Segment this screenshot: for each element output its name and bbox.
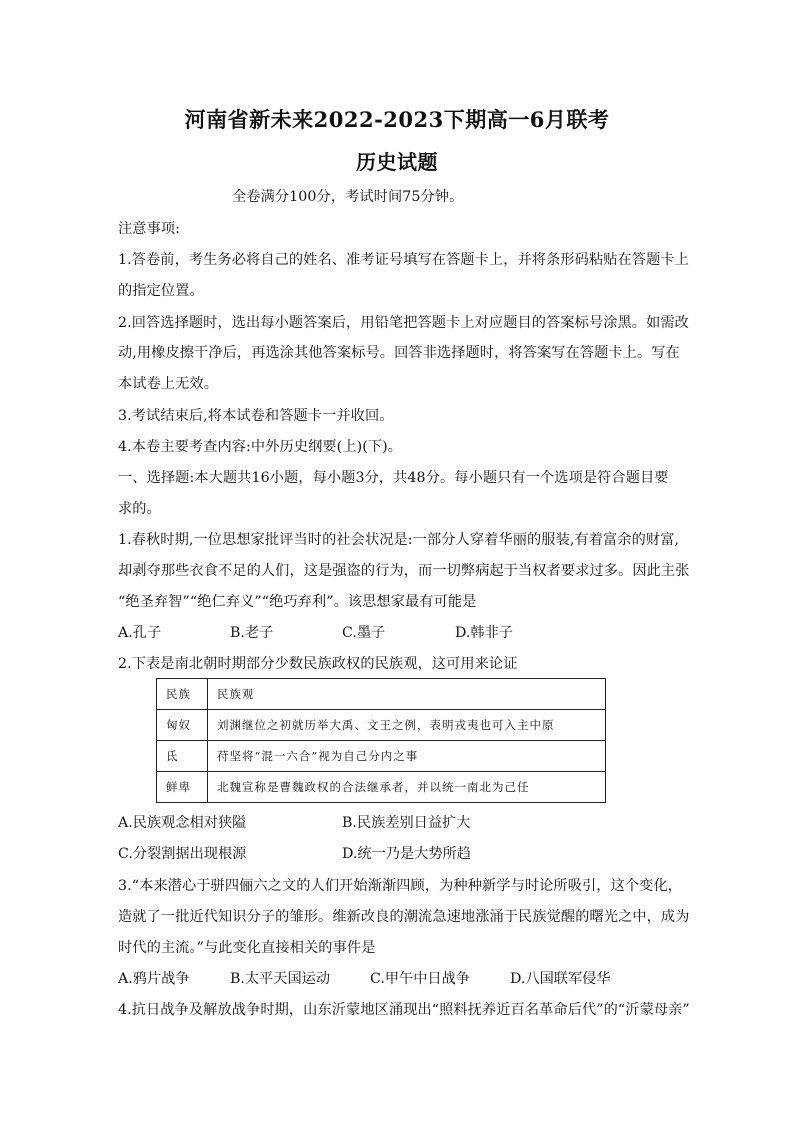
notice-line: 1.答卷前，考生务必将自己的姓名、准考证号填写在答题卡上，并将条形码粘贴在答题卡上 xyxy=(118,252,689,268)
option-c: C.墨子 xyxy=(342,625,386,641)
option-c: C.甲午中日战争 xyxy=(370,971,470,987)
notice-line: 的指定位置。 xyxy=(118,283,204,299)
question-2-stem: 2.下表是南北朝时期部分少数民族政权的民族观，这可用来论证 xyxy=(118,656,518,672)
table-cell: 北魏宣称是曹魏政权的合法继承者，并以统一南北为己任 xyxy=(208,772,606,803)
question-4-stem: 4.抗日战争及解放战争时期，山东沂蒙地区涌现出“照料抚养近百名革命后代”的“沂蒙母亲” xyxy=(118,1002,690,1018)
notice-line: 动,用橡皮擦干净后，再选涂其他答案标号。回答非选择题时，将答案写在答题卡上。写在 xyxy=(118,345,680,361)
exam-title: 河南省新未来2022-2023下期高一6月联考 xyxy=(184,107,610,132)
notice-line: 3.考试结束后,将本试卷和答题卡一并收回。 xyxy=(118,408,394,424)
exam-subtitle: 历史试题 xyxy=(356,150,438,174)
question-1-stem: 却剥夺那些衣食不足的人们，这是强盗的行为，而一切弊病起于当权者要求过多。因此主张 xyxy=(118,563,690,579)
table-row xyxy=(157,772,606,803)
table-cell: 苻坚将“混一六合”视为自己分内之事 xyxy=(208,741,606,772)
option-a: A.鸦片战争 xyxy=(118,971,190,987)
exam-info: 全卷满分100分，考试时间75分钟。 xyxy=(232,189,464,205)
table-cell: 刘渊继位之初就历举大禹、文王之例，表明戎夷也可入主中原 xyxy=(208,710,606,741)
table-cell: 氐 xyxy=(157,741,208,772)
option-d: D.韩非子 xyxy=(455,625,513,641)
section-heading: 一、选择题:本大题共16小题，每小题3分，共48分。每小题只有一个选项是符合题目要 xyxy=(118,470,669,486)
option-a: A.孔子 xyxy=(118,625,162,641)
question-1-stem: “绝圣弃智”“绝仁弃义”“绝巧弃利”。该思想家最有可能是 xyxy=(118,594,477,610)
notice-heading: 注意事项: xyxy=(118,221,181,237)
table-header: 民族 xyxy=(157,679,208,710)
table-row xyxy=(157,710,606,741)
notice-line: 本试卷上无效。 xyxy=(118,376,219,392)
table-cell: 匈奴 xyxy=(157,710,208,741)
notice-line: 4.本卷主要考查内容:中外历史纲要(上)(下)。 xyxy=(118,439,403,455)
notice-line: 2.回答选择题时，选出每小题答案后，用铅笔把答题卡上对应题目的答案标号涂黑。如需改 xyxy=(118,315,689,331)
ethnic-view-table xyxy=(156,678,606,803)
option-d: D.统一乃是大势所趋 xyxy=(342,846,471,862)
table-header-row xyxy=(157,679,606,710)
option-b: B.老子 xyxy=(230,625,274,641)
question-1-stem: 1.春秋时期,一位思想家批评当时的社会状况是:一部分人穿着华丽的服装,有着富余的财富, xyxy=(118,532,680,548)
table-row xyxy=(157,741,606,772)
question-3-stem: 造就了一批近代知识分子的雏形。维新改良的潮流急速地涨涌于民族觉醒的曙光之中，成为 xyxy=(118,909,690,925)
table-header: 民族观 xyxy=(208,679,606,710)
table-cell: 鲜卑 xyxy=(157,772,208,803)
option-a: A.民族观念相对狭隘 xyxy=(118,815,247,831)
question-3-stem: 3.“本来潜心于骈四俪六之文的人们开始渐渐四顾，为种种新学与时论所吸引，这个变化， xyxy=(118,878,683,894)
option-b: B.太平天国运动 xyxy=(230,971,331,987)
option-c: C.分裂割据出现根源 xyxy=(118,846,247,862)
option-b: B.民族差别日益扩大 xyxy=(342,815,471,831)
option-d: D.八国联军侵华 xyxy=(510,971,611,987)
question-3-stem: 时代的主流。”与此变化直接相关的事件是 xyxy=(118,940,376,956)
section-heading: 求的。 xyxy=(118,501,161,517)
